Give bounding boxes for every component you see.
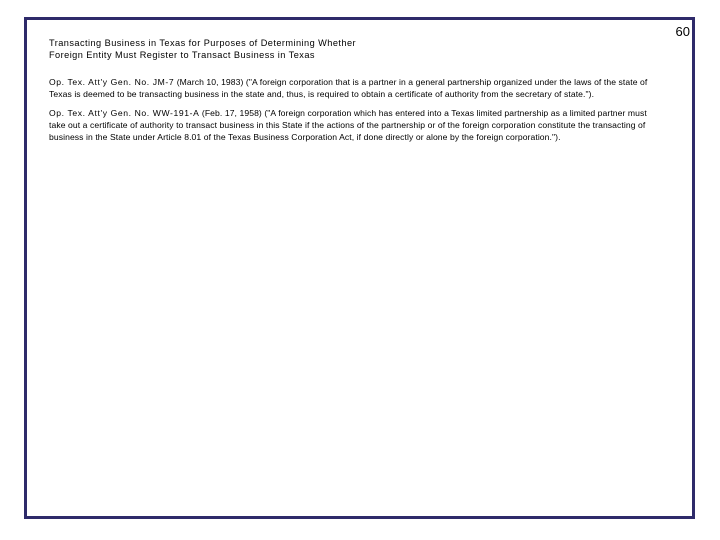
citation-label: Op. Tex. Att'y Gen. No. JM-7 — [49, 77, 175, 87]
slide-title — [49, 37, 659, 61]
citation-paragraph-ww191a — [49, 108, 659, 143]
slide-title-line-2: Foreign Entity Must Register to Transact Business in Texas — [49, 50, 315, 60]
citation-paragraph-jm7 — [49, 77, 659, 100]
citation-text: (Feb. 17, 1958) ("A foreign corporation which has entered into a Texas limited partnership as a limited partner must take out a certificate of authority to transact business in this State if the actions of the partnership or of the foreign corporation constitute the transacting of business in the State under Article 8.01 of the Texas Business Corporation Act, if done directly or alone by the foreign corporation."). — [49, 108, 647, 142]
slide-content — [49, 37, 659, 152]
citation-text: (March 10, 1983) ("A foreign corporation that is a partner in a general partnership organized under the laws of the state of Texas is deemed to be transacting business in the state and, thus, is required to obtain a certificate of authority from the secretary of state."). — [49, 77, 648, 99]
slide-title-line-1: Transacting Business in Texas for Purposes of Determining Whether — [49, 38, 357, 48]
page-number: 60 — [675, 24, 690, 39]
citation-label: Op. Tex. Att'y Gen. No. WW-191-A — [49, 108, 200, 119]
